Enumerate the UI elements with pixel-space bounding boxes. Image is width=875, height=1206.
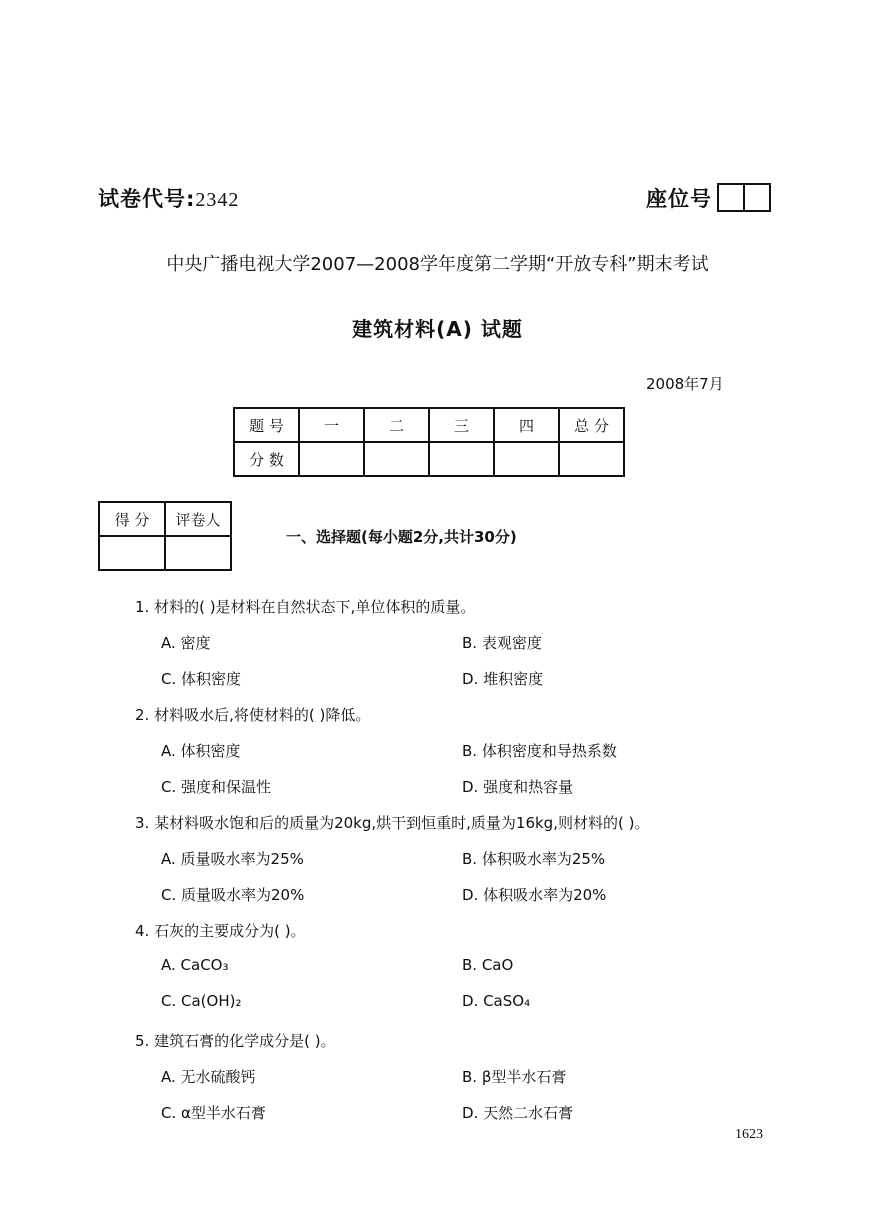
score-entry-cell[interactable] (299, 442, 364, 476)
option-a: A. 无水硫酸钙 (161, 1068, 256, 1086)
seat-box[interactable] (743, 185, 769, 210)
option-d: D. CaSO₄ (462, 992, 531, 1010)
exam-name: 中央广播电视大学2007—2008学年度第二学期“开放专科”期末考试 (166, 254, 709, 275)
question-text: 4. 石灰的主要成分为( )。 (135, 922, 306, 940)
score-table-cell: 分 数 (234, 442, 299, 476)
option-a: A. CaCO₃ (161, 956, 229, 974)
question-text: 2. 材料吸水后,将使材料的( )降低。 (135, 706, 371, 724)
paper-code (98, 183, 239, 213)
score-entry-cell[interactable] (494, 442, 559, 476)
option-d: D. 强度和热容量 (462, 778, 574, 796)
question-text: 3. 某材料吸水饱和后的质量为20kg,烘干到恒重时,质量为16kg,则材料的( )。 (135, 814, 650, 832)
option-a: A. 密度 (161, 634, 211, 652)
option-b: B. β型半水石膏 (462, 1068, 567, 1086)
score-entry-cell[interactable] (364, 442, 429, 476)
seat-box[interactable] (719, 185, 743, 210)
score-table-cell: 一 (299, 408, 364, 442)
option-c: C. 质量吸水率为20% (161, 886, 305, 904)
option-b: B. 体积密度和导热系数 (462, 742, 617, 760)
page-number: 1623 (735, 1127, 763, 1142)
score-table (233, 407, 625, 477)
exam-title: 建筑材料(A) 试题 (352, 317, 523, 341)
option-a: A. 质量吸水率为25% (161, 850, 304, 868)
option-a: A. 体积密度 (161, 742, 241, 760)
option-c: C. 强度和保温性 (161, 778, 272, 796)
exam-date: 2008年7月 (646, 375, 724, 393)
option-b: B. CaO (462, 956, 514, 974)
question-text: 1. 材料的( )是材料在自然状态下,单位体积的质量。 (135, 598, 476, 616)
grader-table-entry-row (99, 536, 231, 570)
option-b: B. 表观密度 (462, 634, 542, 652)
option-d: D. 天然二水石膏 (462, 1104, 574, 1122)
score-table-cell: 总 分 (559, 408, 624, 442)
score-table-header-row (234, 408, 624, 442)
score-table-score-row (234, 442, 624, 476)
score-table-cell: 二 (364, 408, 429, 442)
grader-table-header-row (99, 502, 231, 536)
option-c: C. Ca(OH)₂ (161, 992, 242, 1010)
score-table-cell: 题 号 (234, 408, 299, 442)
seat-number-label: 座位号 (646, 187, 712, 211)
score-table-cell: 四 (494, 408, 559, 442)
seat-number-boxes[interactable] (717, 183, 771, 212)
score-entry-cell[interactable] (429, 442, 494, 476)
paper-code-label: 试卷代号: (98, 187, 196, 211)
option-c: C. α型半水石膏 (161, 1104, 266, 1122)
grader-table (98, 501, 232, 571)
score-entry-cell[interactable] (559, 442, 624, 476)
question-text: 5. 建筑石膏的化学成分是( )。 (135, 1032, 336, 1050)
grader-entry-cell[interactable] (165, 536, 231, 570)
score-table-cell: 三 (429, 408, 494, 442)
section-title: 一、选择题(每小题2分,共计30分) (286, 528, 517, 546)
option-d: D. 体积吸水率为20% (462, 886, 607, 904)
score-entry-cell[interactable] (99, 536, 165, 570)
option-b: B. 体积吸水率为25% (462, 850, 606, 868)
grader-table-cell: 评卷人 (165, 502, 231, 536)
grader-table-cell: 得 分 (99, 502, 165, 536)
option-d: D. 堆积密度 (462, 670, 544, 688)
option-c: C. 体积密度 (161, 670, 242, 688)
paper-code-value: 2342 (195, 189, 240, 211)
